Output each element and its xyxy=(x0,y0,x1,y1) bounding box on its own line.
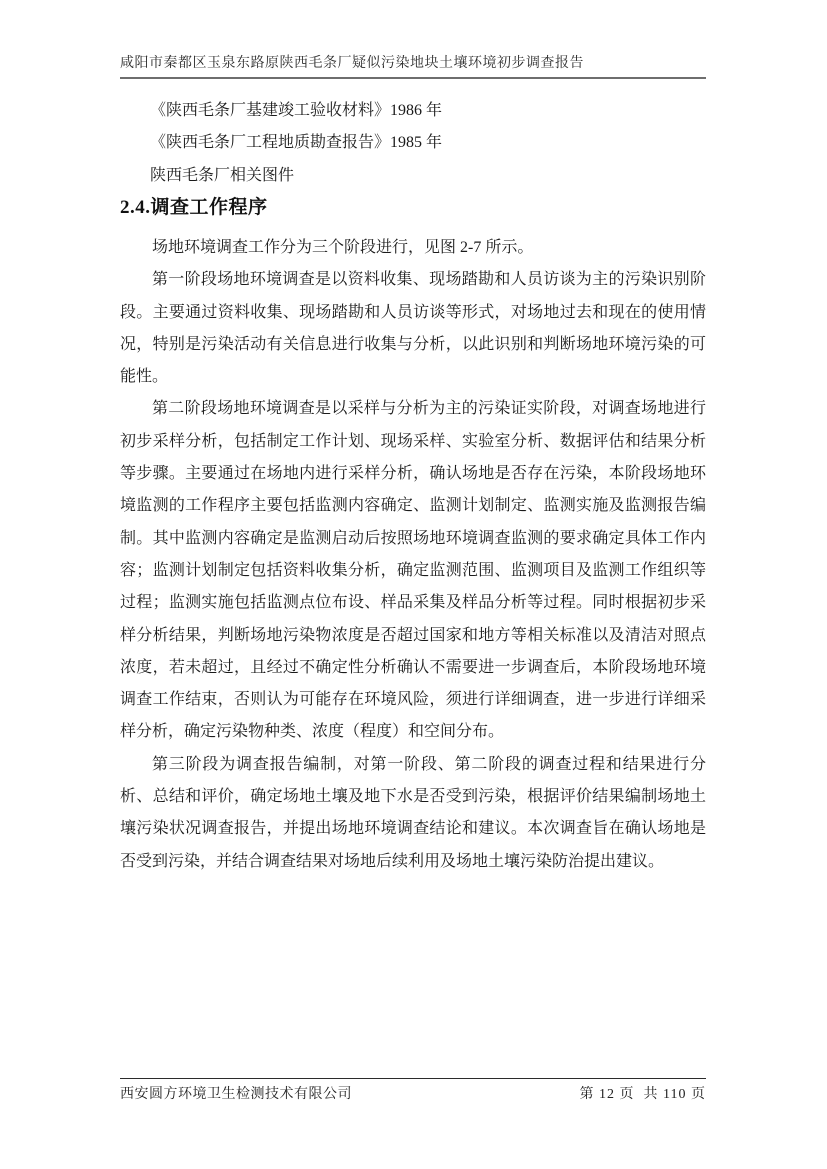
paragraph: 第二阶段场地环境调查是以采样与分析为主的污染证实阶段，对调查场地进行初步采样分析，包括制定工作计划、现场采样、实验室分析、数据评估和结果分析等步骤。主要通过在场地内进行采样分析，确认场地是否存在污染，本阶段场地环境监测的工作程序主要包括监测内容确定、监测计划制定、监测实施及监测报告编制。其中监测内容确定是监测启动后按照场地环境调查监测的要求确定具体工作内容；监测计划制定包括资料收集分析，确定监测范围、监测项目及监测工作组织等过程；监测实施包括监测点位布设、样品采集及样品分析等过程。同时根据初步采样分析结果，判断场地污染物浓度是否超过国家和地方等相关标准以及清洁对照点浓度，若未超过，且经过不确定性分析确认不需要进一步调查后，本阶段场地环境调查工作结束，否则认为可能存在环境风险，须进行详细调查，进一步进行详细采样分析，确定污染物种类、浓度（程度）和空间分布。 xyxy=(120,400,706,741)
running-header-title: 咸阳市秦都区玉泉东路原陕西毛条厂疑似污染地块土壤环境初步调查报告 xyxy=(120,53,706,79)
footer-divider xyxy=(120,1078,706,1079)
reference-item: 《陕西毛条厂基建竣工验收材料》1986 年 xyxy=(150,102,443,119)
page-footer xyxy=(120,1085,706,1105)
footer-company-name: 西安圆方环境卫生检测技术有限公司 xyxy=(120,1087,352,1102)
section-body xyxy=(120,232,706,878)
footer-page-number: 第 12 页 共 110 页 xyxy=(579,1087,706,1102)
reference-item: 《陕西毛条厂工程地质勘查报告》1985 年 xyxy=(150,134,443,152)
reference-list xyxy=(120,95,706,192)
paragraph: 场地环境调查工作分为三个阶段进行，见图 2-7 所示。 xyxy=(152,239,534,256)
paragraph: 第三阶段为调查报告编制，对第一阶段、第二阶段的调查过程和结果进行分析、总结和评价，确定场地土壤及地下水是否受到污染，根据评价结果编制场地土壤污染状况调查报告，并提出场地环境调查结论和建议。本次调查旨在确认场地是否受到污染，并结合调查结果对场地后续利用及场地土壤污染防治提出建议。 xyxy=(120,755,706,870)
reference-item: 陕西毛条厂相关图件 xyxy=(150,166,295,184)
paragraph: 第一阶段场地环境调查是以资料收集、现场踏勘和人员访谈为主的污染识别阶段。主要通过资料收集、现场踏勘和人员访谈等形式，对场地过去和现在的使用情况，特别是污染活动有关信息进行收集与分析，以此识别和判断场地环境污染的可能性。 xyxy=(120,271,706,386)
section-heading: 2.4.调查工作程序 xyxy=(120,197,268,218)
